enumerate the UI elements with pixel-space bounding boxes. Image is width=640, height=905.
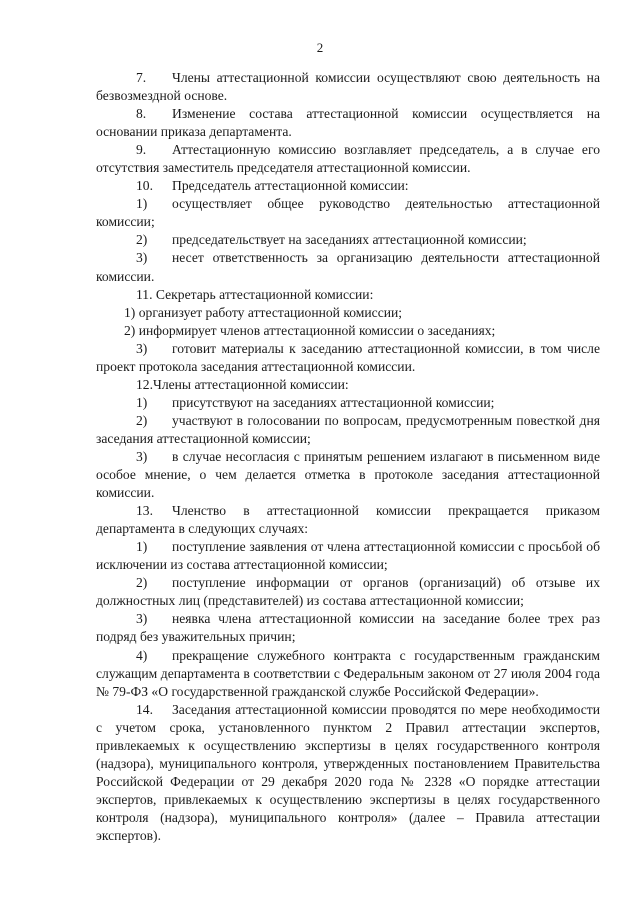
subitem-number: 3) <box>136 448 148 464</box>
subitem-number: 1) <box>136 394 148 410</box>
subitem-text: организует работу аттестационной комиссии; <box>138 304 403 320</box>
subitem-13-1 <box>96 538 600 574</box>
paragraph-14 <box>96 701 600 845</box>
paragraph-11 <box>96 286 600 304</box>
subitem-11-2 <box>96 322 600 340</box>
subitem-number: 1) <box>136 539 148 555</box>
subitem-number: 2) <box>136 232 148 248</box>
paragraph-text: Члены аттестационной комиссии: <box>153 376 349 392</box>
subitem-11-1 <box>96 304 600 322</box>
subitem-13-4 <box>96 647 600 701</box>
subitem-11-3 <box>96 340 600 376</box>
subitem-number: 2) <box>124 322 136 338</box>
subitem-number: 2) <box>136 575 148 591</box>
subitem-text: неявка члена аттестационной комиссии на заседание более трех раз подряд без уважительных причин; <box>96 611 600 645</box>
subitem-text: поступление информации от органов (организаций) об отзыве их должностных лиц (представителей) из состава аттестационной комиссии; <box>96 575 600 609</box>
paragraph-number: 11. <box>136 286 153 302</box>
paragraph-12 <box>96 376 600 394</box>
subitem-number: 4) <box>136 647 148 663</box>
subitem-number: 3) <box>136 611 148 627</box>
paragraph-8 <box>96 105 600 141</box>
paragraph-number: 10. <box>136 178 153 194</box>
subitem-10-3 <box>96 249 600 285</box>
subitem-text: присутствуют на заседаниях аттестационной комиссии; <box>172 394 495 410</box>
paragraph-number: 14. <box>136 701 153 717</box>
subitem-text: поступление заявления от члена аттестационной комиссии с просьбой об исключении из состава аттестационной комиссии; <box>96 539 600 573</box>
paragraph-10 <box>96 177 600 195</box>
subitem-12-1 <box>96 394 600 412</box>
paragraph-text: Председатель аттестационной комиссии: <box>172 178 409 194</box>
subitem-number: 1) <box>136 196 148 212</box>
paragraph-text: Членство в аттестационной комиссии прекращается приказом департамента в следующих случаях: <box>96 503 600 537</box>
paragraph-13 <box>96 502 600 538</box>
subitem-text: в случае несогласия с принятым решением излагают в письменном виде особое мнение, о чем делается отметка в протоколе заседания аттестационной комиссии. <box>96 448 600 501</box>
subitem-text: готовит материалы к заседанию аттестационной комиссии, в том числе проект протокола заседания аттестационной комиссии. <box>96 340 600 374</box>
paragraph-number: 12. <box>136 376 153 392</box>
paragraph-text: Секретарь аттестационной комиссии: <box>155 286 374 302</box>
subitem-number: 1) <box>124 304 136 320</box>
paragraph-number: 9. <box>136 142 147 158</box>
paragraph-9 <box>96 141 600 177</box>
subitem-13-3 <box>96 610 600 646</box>
subitem-text: несет ответственность за организацию деятельности аттестационной комиссии. <box>96 250 600 284</box>
subitem-12-2 <box>96 412 600 448</box>
subitem-text: информирует членов аттестационной комиссии о заседаниях; <box>138 322 496 338</box>
page-number: 2 <box>316 40 324 55</box>
paragraph-text: Заседания аттестационной комиссии проводятся по мере необходимости с учетом срока, установленного пунктом 2 Правил аттестации экспертов, привлекаемых к осуществлению экспертизы в целях государственного контроля (надзора), муниципального контроля, утвержденных постановлением Правительства Российской Федерации от 29 декабря 2020 года № 2328 «О порядке аттестации экспертов, привлекаемых к осуществлению экспертизы в целях государственного контроля (надзора), муниципального контроля» (далее – Правила аттестации экспертов). <box>96 701 600 843</box>
paragraph-text: Аттестационную комиссию возглавляет председатель, а в случае его отсутствия заместитель председателя аттестационной комиссии. <box>96 142 600 176</box>
subitem-text: участвуют в голосовании по вопросам, предусмотренным повесткой дня заседания аттестационной комиссии; <box>96 412 600 446</box>
subitem-text: прекращение служебного контракта с государственным гражданским служащим департамента в соответствии с Федеральным законом от 27 июля 2004 года № 79-ФЗ «О государственной гражданской службе Российской Федерации». <box>96 647 600 699</box>
subitem-text: председательствует на заседаниях аттестационной комиссии; <box>172 232 527 248</box>
subitem-10-1 <box>96 195 600 231</box>
paragraph-text: Изменение состава аттестационной комиссии осуществляется на основании приказа департамента. <box>96 106 600 140</box>
subitem-number: 2) <box>136 412 148 428</box>
paragraph-text: Члены аттестационной комиссии осуществляют свою деятельность на безвозмездной основе. <box>96 70 600 104</box>
subitem-number: 3) <box>136 340 148 356</box>
paragraph-number: 7. <box>136 70 147 85</box>
subitem-10-2 <box>96 231 600 249</box>
paragraph-number: 13. <box>136 503 153 519</box>
paragraph-7 <box>96 69 600 105</box>
subitem-12-3 <box>96 448 600 502</box>
subitem-13-2 <box>96 574 600 610</box>
subitem-text: осуществляет общее руководство деятельностью аттестационной комиссии; <box>96 196 600 230</box>
document-body <box>96 69 600 845</box>
paragraph-number: 8. <box>136 106 147 122</box>
subitem-number: 3) <box>136 250 148 266</box>
